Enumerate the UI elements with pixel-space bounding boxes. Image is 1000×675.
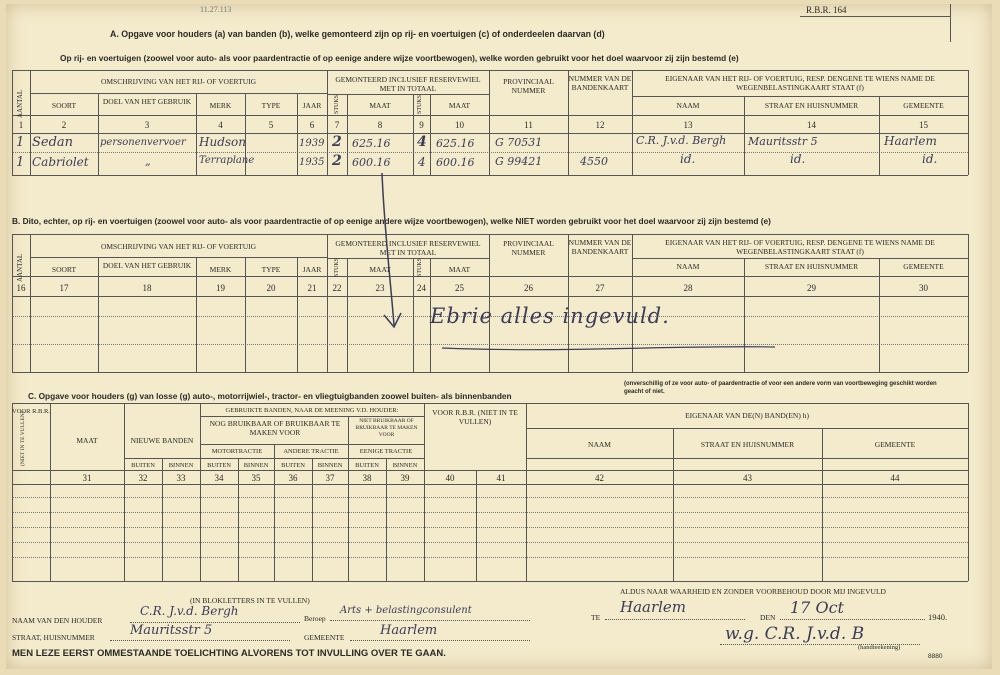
cell-aantal: 1 [16, 155, 25, 170]
archive-stamp: 11.27.113 [200, 5, 232, 14]
colnum: 34 [214, 473, 224, 483]
naam-header: NAAM [676, 262, 700, 271]
colnum: 1 [18, 120, 24, 130]
straat-header: STRAAT EN HUISNUMMER [764, 262, 859, 271]
colnum: 13 [683, 120, 693, 130]
cell-provinciaal: G 99421 [495, 155, 543, 168]
bandenkaart-header: NUMMER VAN DE BANDENKAART [568, 238, 632, 256]
eenige-tractie-header: EENIGE TRACTIE [359, 448, 413, 455]
cell-merk: Hudson [199, 135, 246, 149]
cell-doel: „ [145, 155, 151, 168]
stuks-header: STUKS [334, 94, 340, 114]
rbr-number [800, 4, 950, 17]
colnum: 36 [288, 473, 298, 483]
maat-header-2: MAAT [448, 101, 471, 110]
colnum: 23 [375, 283, 385, 293]
aantal-header: AANTAL [16, 89, 24, 118]
aldus-statement: ALDUS NAAR WAARHEID EN ZONDER VOORBEHOUD DOOR MIJ INGEVULD [620, 587, 886, 596]
colnum: 44 [890, 473, 900, 483]
gemeente-header: GEMEENTE [903, 101, 944, 110]
type-header: TYPE [261, 101, 281, 110]
aantal-header: AANTAL [16, 253, 24, 282]
colnum: 11 [524, 120, 533, 130]
binnen-header: BINNEN [317, 462, 343, 469]
colnum: 40 [445, 473, 455, 483]
colnum: 21 [307, 283, 317, 293]
cell-maat: 625.16 [352, 137, 391, 150]
colnum: 41 [496, 473, 506, 483]
section-a-subtitle: Op rij- en voertuigen (zoowel voor auto- als voor paardentractie of op eenige andere wijze voortbewogen), welke worden gebruikt voor het doel waarvoor zij zijn bestemd (e) [60, 53, 739, 63]
eigenaar-header: EIGENAAR VAN HET RIJ- OF VOERTUIG, RESP. DENGENE TE WIENS NAME DE WEGENBELASTINGKAART STAAT (f) [665, 74, 935, 92]
colnum: 31 [82, 473, 92, 483]
cell-gemeente: Haarlem [884, 134, 937, 148]
colnum: 35 [251, 473, 261, 483]
stuks-header-2: STUKS [417, 257, 423, 277]
warning-text: MEN LEZE EERST OMMESTAANDE TOELICHTING ALVORENS TOT INVULLING OVER TE GAAN. [12, 648, 446, 659]
blokletters-note: (IN BLOKLETTERS IN TE VULLEN) [190, 596, 310, 605]
straat-value: Mauritsstr 5 [130, 623, 213, 638]
voor-rbr-vert: (NIET IN TE VULLEN) [20, 411, 26, 466]
bandenkaart-header: NUMMER VAN DE BANDENKAART [568, 74, 632, 92]
soort-header: SOORT [51, 265, 77, 274]
naam-header: NAAM [676, 101, 700, 110]
colnum: 37 [325, 473, 335, 483]
cell-jaar: 1939 [299, 138, 325, 149]
cell-straat: Mauritsstr 5 [748, 135, 818, 148]
handteekening-label: (handteekening) [858, 644, 901, 651]
voor-rbr-header: VOOR R.B.R. [12, 408, 50, 415]
stuks-header-2: STUKS [417, 94, 423, 114]
colnum: 33 [176, 473, 186, 483]
colnum: 4 [218, 120, 223, 130]
colnum: 29 [807, 283, 816, 293]
gemonteerd-header: GEMONTEERD INCLUSIEF RESERVEWIEL MET IN TOTAAL [335, 239, 481, 257]
cell-naam: C.R. J.v.d. Bergh [636, 134, 727, 147]
binnen-header: BINNEN [168, 462, 194, 469]
form-code: 8880 [928, 653, 943, 660]
provinciaal-header: PROVINCIAAL NUMMER [503, 77, 554, 95]
gemeente-header: GEMEENTE [874, 440, 916, 449]
cell-jaar: 1935 [299, 157, 325, 168]
section-c-note: (onverschillig of ze voor auto- of paardentractie of voor een andere vorm van voortbeweging geschikt worden geacht of niet. [624, 381, 937, 395]
buiten-header: BUITEN [355, 462, 379, 469]
colnum: 27 [595, 283, 605, 293]
colnum: 7 [334, 120, 340, 130]
cell-stuks: 2 [332, 134, 342, 150]
colnum: 17 [59, 283, 69, 293]
colnum: 12 [595, 120, 605, 130]
colnum: 14 [807, 120, 816, 130]
maat-header-2: MAAT [448, 265, 471, 274]
nieuwe-banden-header: NIEUWE BANDEN [130, 436, 194, 445]
colnum: 5 [268, 120, 274, 130]
binnen-header: BINNEN [392, 462, 418, 469]
gemeente-label: GEMEENTE [304, 633, 345, 642]
colnum: 6 [309, 120, 315, 130]
section-b-title: B. Dito, echter, op rij- en voertuigen (zoowel voor auto- als voor paardentractie of op eenige andere wijze voortbewogen), welke NIET worden gebruikt voor het doel waarvoor zij zijn bestemd (e) [12, 216, 771, 226]
colnum: 32 [138, 473, 148, 483]
gemeente-value: Haarlem [380, 623, 438, 638]
gemonteerd-header: GEMONTEERD INCLUSIEF RESERVEWIEL MET IN TOTAAL [335, 75, 481, 93]
signature: w.g. C.R. J.v.d. B [725, 624, 865, 644]
colnum: 3 [144, 120, 150, 130]
section-a-title: A. Opgave voor houders (a) van banden (b), welke gemonteerd zijn op rij- en voertuigen (c) of onderdeelen daarvan (d) [110, 29, 605, 39]
colnum: 42 [595, 473, 604, 483]
provinciaal-header: PROVINCIAAL NUMMER [503, 239, 554, 257]
binnen-header: BINNEN [243, 462, 269, 469]
doel-header: DOEL VAN HET GEBRUIK [102, 261, 192, 270]
beroep-label: Beroep [304, 614, 326, 623]
cell-bandenkaart: 4550 [580, 155, 608, 168]
omschrijving-header: OMSCHRIJVING VAN HET RIJ- OF VOERTUIG [100, 242, 257, 251]
colnum: 28 [683, 283, 693, 293]
buiten-header: BUITEN [281, 462, 305, 469]
gemeente-header: GEMEENTE [903, 262, 944, 271]
stuks-header: STUKS [334, 257, 340, 277]
colnum: 19 [216, 283, 225, 293]
cell-provinciaal: G 70531 [495, 136, 543, 149]
eigenaar-header: EIGENAAR VAN HET RIJ- OF VOERTUIG, RESP. DENGENE TE WIENS NAME DE WEGENBELASTINGKAART STAAT (f) [665, 238, 935, 256]
year: 1940. [928, 612, 948, 622]
colnum: 16 [16, 283, 26, 293]
cell-doel: personenvervoer [100, 137, 186, 148]
cell-stuks: 2 [332, 153, 342, 169]
colnum: 18 [142, 283, 152, 293]
eigenaar-band-header: EIGENAAR VAN DE(N) BAND(EN) h) [685, 411, 809, 420]
te-label: TE [591, 613, 601, 622]
maat-header: MAAT [76, 436, 98, 445]
colnum: 20 [266, 283, 276, 293]
cell-gemeente: id. [922, 152, 938, 166]
gebruikte-banden-header: GEBRUIKTE BANDEN, NAAR DE MEENING V.D. HOUDER: [225, 407, 399, 414]
straat-label: STRAAT, HUISNUMMER [12, 633, 95, 642]
cell-merk: Terraplane [199, 155, 255, 166]
omschrijving-header: OMSCHRIJVING VAN HET RIJ- OF VOERTUIG [100, 77, 257, 86]
cell-aantal: 1 [16, 135, 25, 150]
motortractie-header: MOTORTRACTIE [211, 448, 263, 455]
colnum: 39 [400, 473, 410, 483]
cell-straat: id. [790, 152, 806, 166]
niet-bruikbaar-header: NIET BRUIKBAAR OF BRUIKBAAR TE MAKEN VOOR [355, 418, 418, 438]
maat-header: MAAT [369, 265, 391, 274]
straat-header: STRAAT EN HUISNUMMER [764, 101, 859, 110]
naam-houder-label: NAAM VAN DEN HOUDER [12, 616, 103, 625]
cell-soort: Cabriolet [32, 155, 89, 169]
colnum: 9 [419, 120, 424, 130]
cell-soort: Sedan [32, 135, 74, 150]
colnum: 15 [919, 120, 928, 130]
handwritten-note: Ebrie alles ingevuld. [430, 304, 670, 328]
nog-bruikbaar-header: NOG BRUIKBAAR OF BRUIKBAAR TE MAKEN VOOR [209, 419, 341, 437]
te-value: Haarlem [620, 598, 687, 616]
colnum: 24 [417, 283, 426, 293]
maat-header: MAAT [369, 101, 391, 110]
jaar-header: JAAR [302, 101, 322, 110]
colnum: 22 [332, 283, 342, 293]
colnum: 25 [455, 283, 464, 293]
colnum: 8 [377, 120, 383, 130]
buiten-header: BUITEN [131, 462, 155, 469]
cell-naam: id. [680, 152, 696, 166]
naam-header: NAAM [588, 440, 611, 449]
cell-maat-total: 600.16 [436, 156, 475, 169]
rbr-label: R.B.R. 164 [806, 5, 847, 15]
merk-header: MERK [209, 101, 232, 110]
colnum: 38 [362, 473, 372, 483]
colnum: 10 [455, 120, 464, 130]
den-label: DEN [760, 613, 776, 622]
colnum: 26 [524, 283, 533, 293]
straat-header: STRAAT EN HUISNUMMER [700, 440, 795, 449]
beroep-value: Arts + belastingconsulent [340, 605, 472, 616]
cell-maat: 600.16 [352, 156, 391, 169]
den-value: 17 Oct [790, 598, 844, 617]
andere-tractie-header: ANDERE TRACTIE [283, 448, 339, 455]
soort-header: SOORT [51, 101, 77, 110]
merk-header: MERK [209, 265, 232, 274]
colnum: 30 [919, 283, 928, 293]
cell-stuks-total: 4 [417, 134, 427, 150]
colnum: 2 [61, 120, 67, 130]
naam-houder-value: C.R. J.v.d. Bergh [140, 604, 239, 618]
cell-stuks-total: 4 [418, 155, 426, 169]
section-c-title: C. Opgave voor houders (g) van losse (g) auto-, motorrijwiel-, tractor- en vliegtuigbanden zoowel buiten- als binnenbanden [28, 391, 512, 401]
type-header: TYPE [261, 265, 281, 274]
buiten-header: BUITEN [207, 462, 231, 469]
doel-header: DOEL VAN HET GEBRUIK [102, 97, 192, 106]
voor-rbr-header-2: VOOR R.B.R. (NIET IN TE VULLEN) [432, 408, 518, 426]
jaar-header: JAAR [302, 265, 322, 274]
cell-maat-total: 625.16 [436, 137, 475, 150]
colnum: 43 [743, 473, 752, 483]
